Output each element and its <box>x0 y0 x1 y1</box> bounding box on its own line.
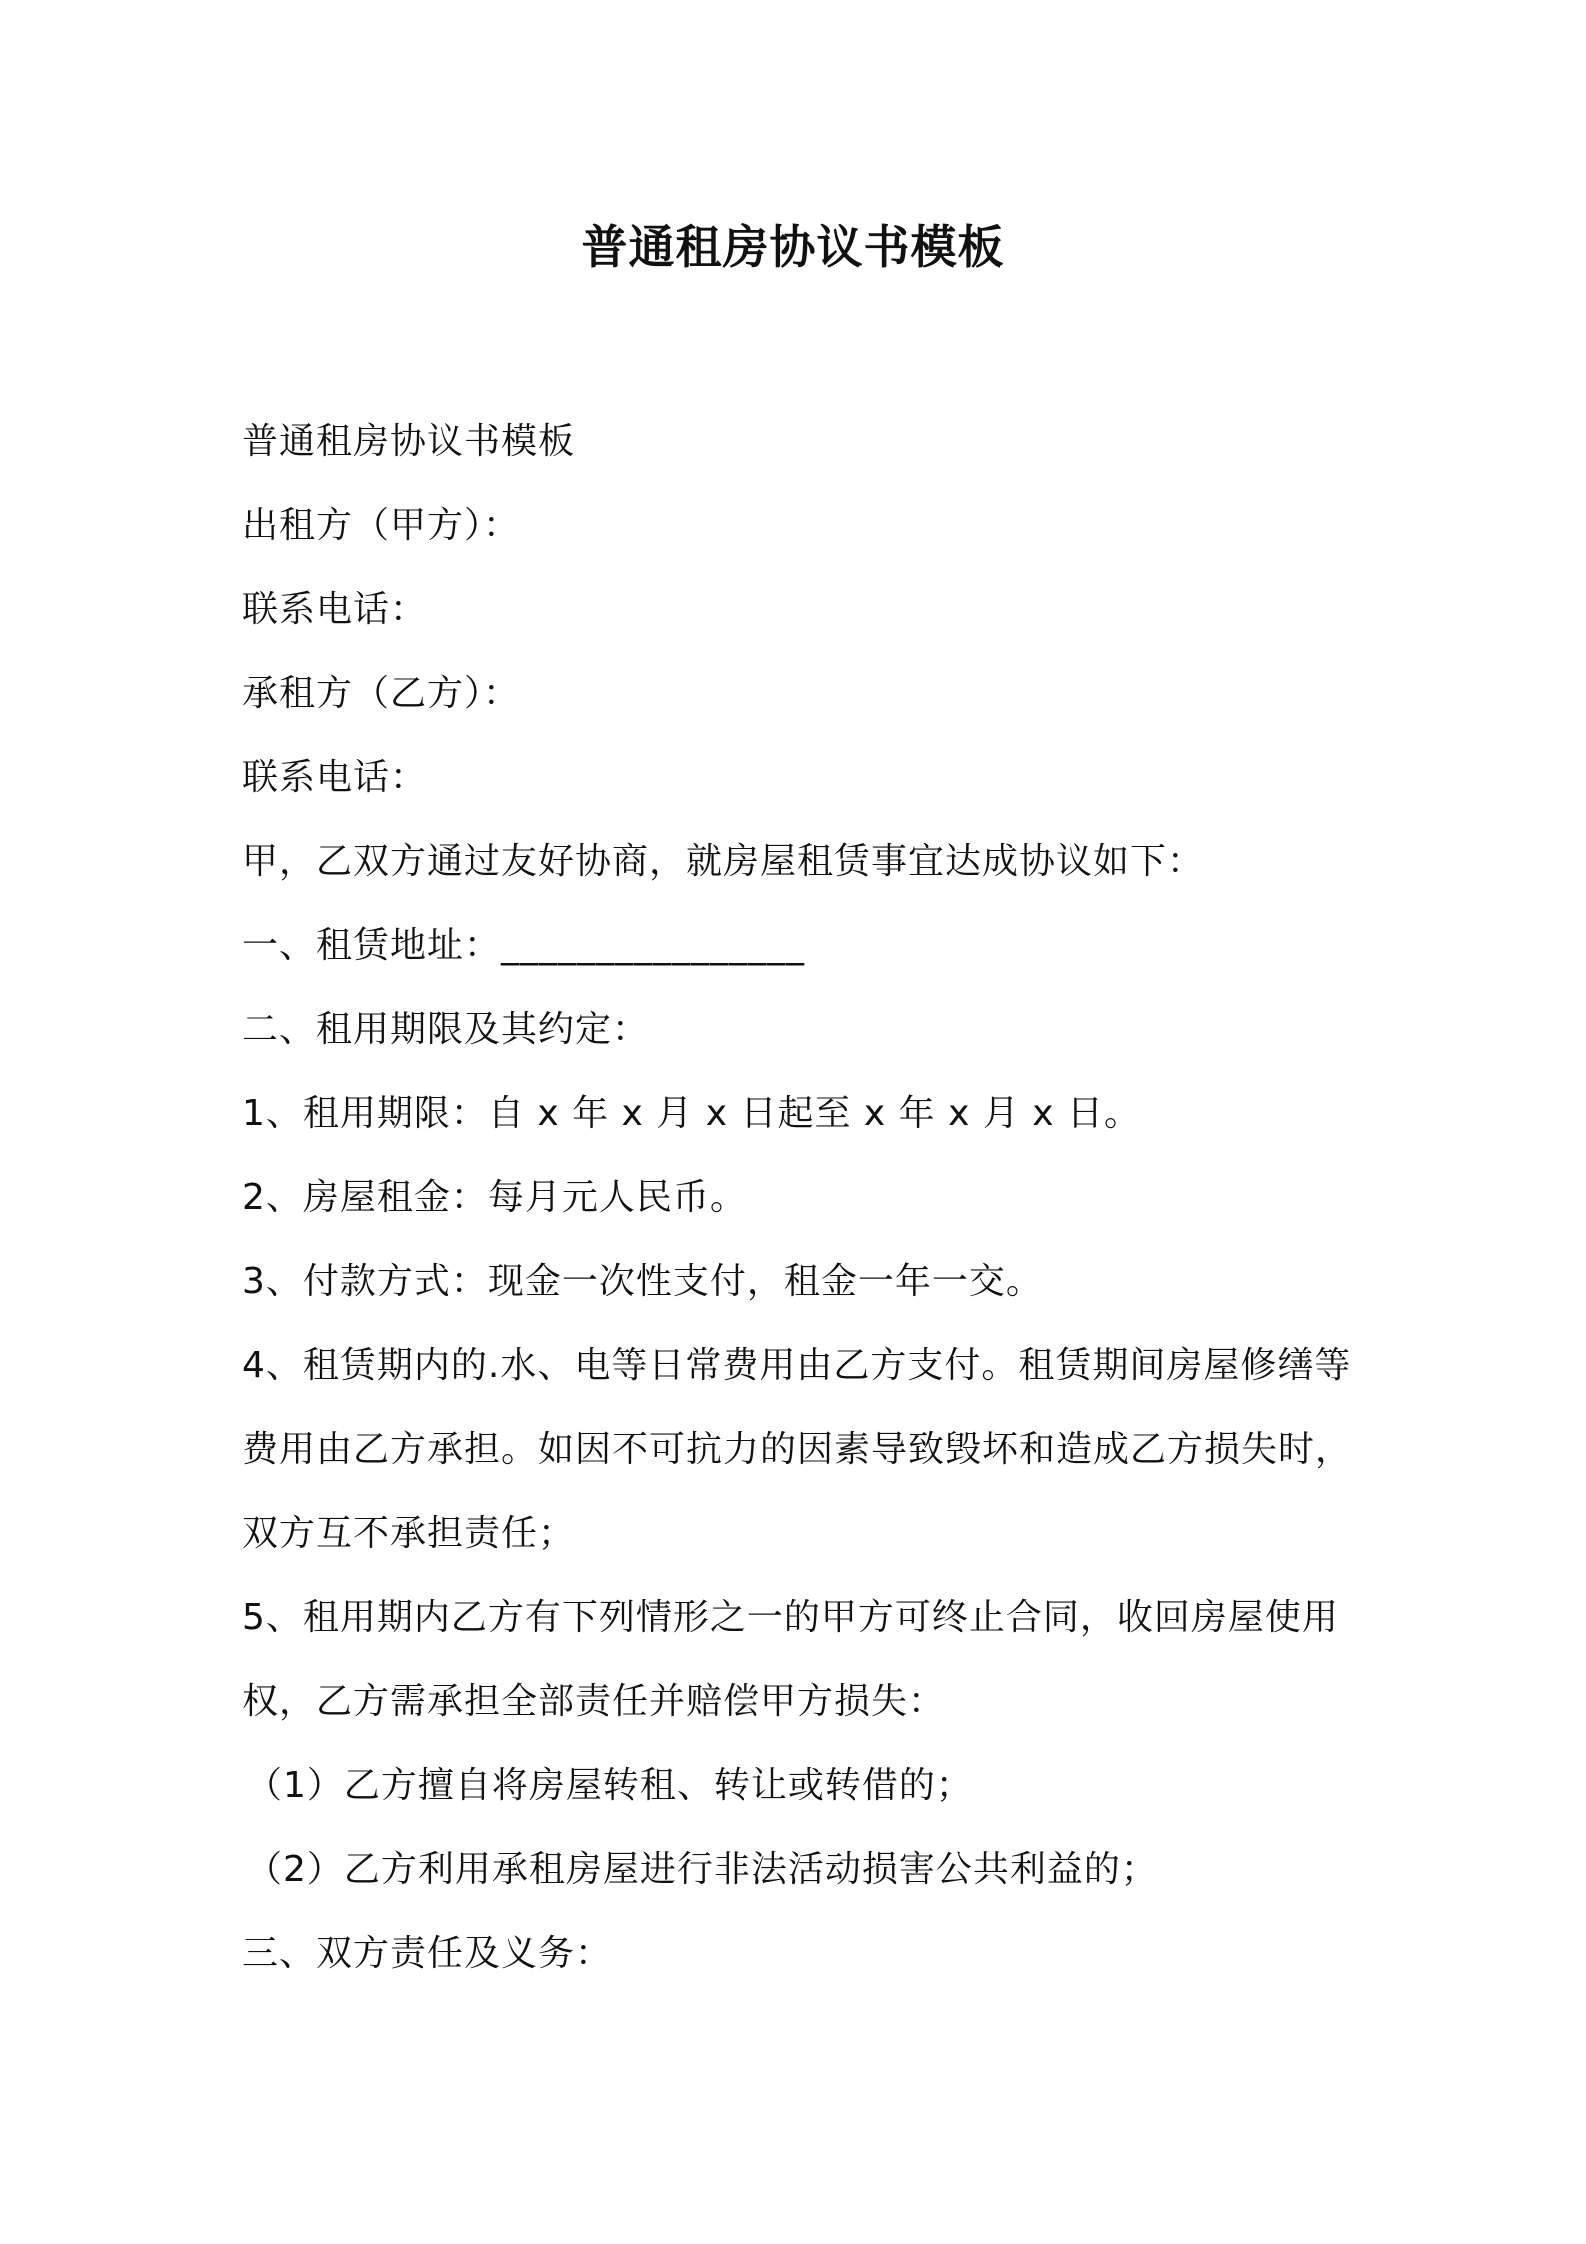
lessee-phone-line: 联系电话： <box>242 757 428 798</box>
clause-4-line-2: 费用由乙方承担。如因不可抗力的因素导致毁坏和造成乙方损失时， <box>242 1429 1353 1470</box>
section-1-address: 一、租赁地址：________________ <box>242 925 806 966</box>
clause-2-rent: 2、房屋租金：每月元人民币。 <box>242 1177 747 1218</box>
clause-4-line-3: 双方互不承担责任； <box>242 1513 576 1554</box>
lessor-line: 出租方（甲方）： <box>242 505 521 546</box>
document-body <box>242 400 1362 1996</box>
section-3-heading: 三、双方责任及义务： <box>242 1933 613 1974</box>
lessor-phone-line: 联系电话： <box>242 589 428 630</box>
clause-3-payment: 3、付款方式：现金一次性支付，租金一年一交。 <box>242 1261 1043 1302</box>
lessee-line: 承租方（乙方）： <box>242 673 521 714</box>
document-title: 普通租房协议书模板 <box>581 220 1005 274</box>
clause-5-item-2: （2）乙方利用承租房屋进行非法活动损害公共利益的； <box>246 1849 1158 1890</box>
section-2-heading: 二、租用期限及其约定： <box>242 1009 650 1050</box>
subtitle-line: 普通租房协议书模板 <box>242 421 576 462</box>
clause-5-line-2: 权，乙方需承担全部责任并赔偿甲方损失： <box>242 1681 946 1722</box>
agreement-intro-line: 甲，乙双方通过友好协商，就房屋租赁事宜达成协议如下： <box>242 841 1205 882</box>
clause-5-item-1: （1）乙方擅自将房屋转租、转让或转借的； <box>246 1765 973 1806</box>
clause-5-line-1: 5、租用期内乙方有下列情形之一的甲方可终止合同，收回房屋使用 <box>242 1597 1339 1638</box>
clause-1-term: 1、租用期限：自 x 年 x 月 x 日起至 x 年 x 月 x 日。 <box>242 1093 1142 1134</box>
clause-4-line-1: 4、租赁期内的.水、电等日常费用由乙方支付。租赁期间房屋修缮等 <box>242 1345 1352 1386</box>
